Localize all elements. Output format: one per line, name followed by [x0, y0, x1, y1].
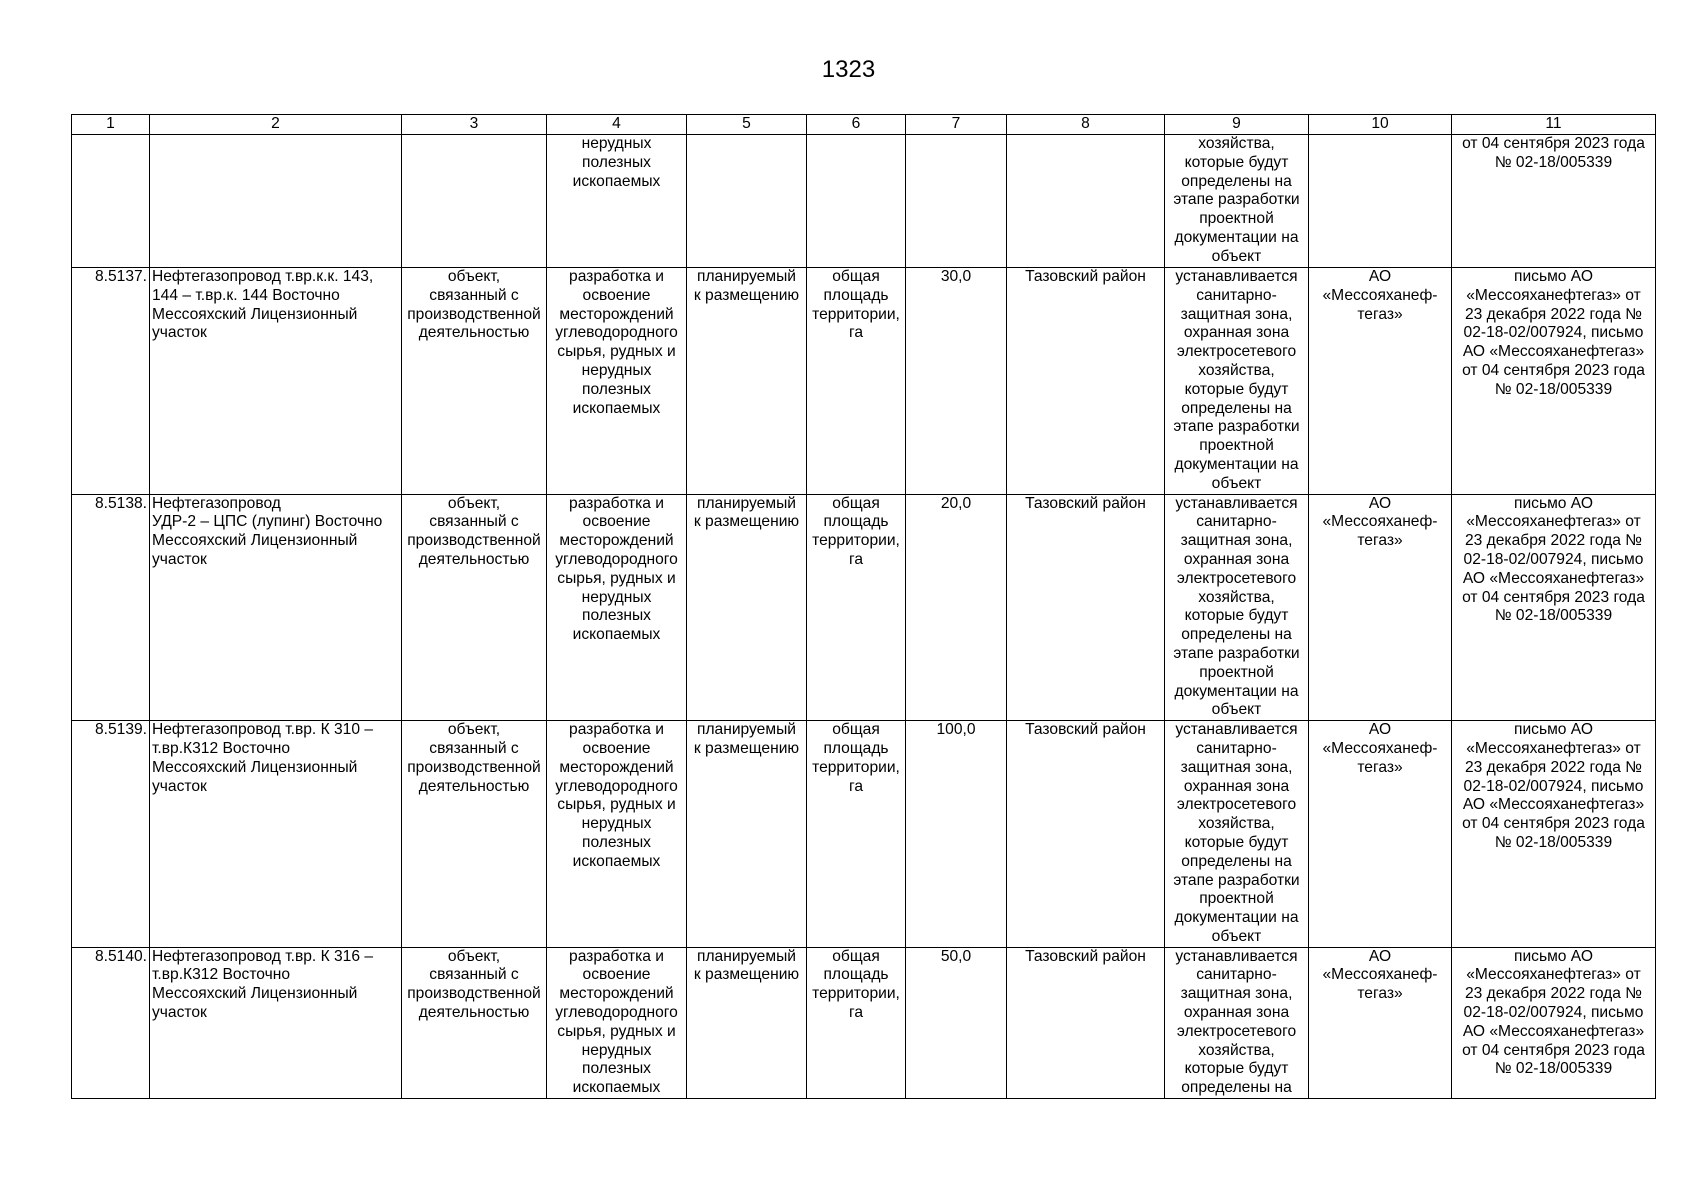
table-row [72, 268, 1656, 495]
basis-cell: письмо АО «Мессояханефтегаз» от 23 декабря 2022 года № 02-18-02/007924, письмо АО «Мессояханефтегаз» от 04 сентября 2023 года № 02-18/005339 [1452, 268, 1656, 495]
location-cell: Тазовский район [1007, 268, 1165, 495]
column-header: 10 [1309, 115, 1452, 135]
purpose-cell: разработка и освоение месторождений углеводородного сырья, рудных и нерудных полезных ископаемых [547, 947, 687, 1098]
table-row [72, 947, 1656, 1098]
zone-cell: устанавливается санитарно- защитная зона, охранная зона электросетевого хозяйства, которые будут определены на этапе разработки проектной документации на объект [1165, 494, 1309, 721]
purpose-cell: разработка и освоение месторождений углеводородного сырья, рудных и нерудных полезных ископаемых [547, 721, 687, 948]
value-cell: 20,0 [906, 494, 1007, 721]
row-number-cell: 8.5137. [72, 268, 150, 495]
column-header: 2 [150, 115, 402, 135]
column-header: 5 [687, 115, 807, 135]
continuation-row [72, 135, 1656, 268]
object-type-cell: объект, связанный с производственной деятельностью [402, 268, 547, 495]
row-number-cell: 8.5139. [72, 721, 150, 948]
value-cell: 100,0 [906, 721, 1007, 948]
owner-cell: АО «Мессояханеф- тегаз» [1309, 721, 1452, 948]
basis-cell: от 04 сентября 2023 года № 02-18/005339 [1452, 135, 1656, 268]
column-header: 9 [1165, 115, 1309, 135]
zone-cell: хозяйства, которые будут определены на этапе разработки проектной документации на объект [1165, 135, 1309, 268]
basis-cell: письмо АО «Мессояханефтегаз» от 23 декабря 2022 года № 02-18-02/007924, письмо АО «Мессояханефтегаз» от 04 сентября 2023 года № 02-18/005339 [1452, 947, 1656, 1098]
basis-cell: письмо АО «Мессояханефтегаз» от 23 декабря 2022 года № 02-18-02/007924, письмо АО «Мессояханефтегаз» от 04 сентября 2023 года № 02-18/005339 [1452, 494, 1656, 721]
object-type-cell: объект, связанный с производственной деятельностью [402, 947, 547, 1098]
page-number: 1323 [821, 56, 876, 83]
owner-cell: АО «Мессояханеф- тегаз» [1309, 268, 1452, 495]
object-name-cell: Нефтегазопровод т.вр.к.к. 143, 144 – т.вр.к. 144 Восточно Мессояхский Лицензионный участок [150, 268, 402, 495]
location-cell: Тазовский район [1007, 721, 1165, 948]
objects-table [71, 114, 1656, 1099]
column-header: 7 [906, 115, 1007, 135]
column-header: 8 [1007, 115, 1165, 135]
value-cell: 30,0 [906, 268, 1007, 495]
column-header: 11 [1452, 115, 1656, 135]
location-cell: Тазовский район [1007, 494, 1165, 721]
owner-cell: АО «Мессояханеф- тегаз» [1309, 494, 1452, 721]
purpose-cell: разработка и освоение месторождений углеводородного сырья, рудных и нерудных полезных ископаемых [547, 268, 687, 495]
parameter-cell: общая площадь территории, га [807, 721, 906, 948]
table-row [72, 494, 1656, 721]
zone-cell: устанавливается санитарно- защитная зона, охранная зона электросетевого хозяйства, которые будут определены на [1165, 947, 1309, 1098]
value-cell: 50,0 [906, 947, 1007, 1098]
object-type-cell: объект, связанный с производственной деятельностью [402, 494, 547, 721]
basis-cell: письмо АО «Мессояханефтегаз» от 23 декабря 2022 года № 02-18-02/007924, письмо АО «Мессояханефтегаз» от 04 сентября 2023 года № 02-18/005339 [1452, 721, 1656, 948]
purpose-cell: нерудных полезных ископаемых [547, 135, 687, 268]
column-header: 4 [547, 115, 687, 135]
row-number-cell: 8.5138. [72, 494, 150, 721]
row-number-cell: 8.5140. [72, 947, 150, 1098]
column-number-row [72, 115, 1656, 135]
zone-cell: устанавливается санитарно- защитная зона, охранная зона электросетевого хозяйства, которые будут определены на этапе разработки проектной документации на объект [1165, 721, 1309, 948]
object-type-cell: объект, связанный с производственной деятельностью [402, 721, 547, 948]
column-header: 3 [402, 115, 547, 135]
zone-cell: устанавливается санитарно- защитная зона, охранная зона электросетевого хозяйства, которые будут определены на этапе разработки проектной документации на объект [1165, 268, 1309, 495]
purpose-cell: разработка и освоение месторождений углеводородного сырья, рудных и нерудных полезных ископаемых [547, 494, 687, 721]
status-cell: планируемый к размещению [687, 268, 807, 495]
parameter-cell: общая площадь территории, га [807, 268, 906, 495]
status-cell: планируемый к размещению [687, 721, 807, 948]
status-cell: планируемый к размещению [687, 494, 807, 721]
status-cell: планируемый к размещению [687, 947, 807, 1098]
parameter-cell: общая площадь территории, га [807, 494, 906, 721]
table-row [72, 721, 1656, 948]
owner-cell: АО «Мессояханеф- тегаз» [1309, 947, 1452, 1098]
parameter-cell: общая площадь территории, га [807, 947, 906, 1098]
object-name-cell: Нефтегазопровод т.вр. К 316 – т.вр.К312 Восточно Мессояхский Лицензионный участок [150, 947, 402, 1098]
column-header: 6 [807, 115, 906, 135]
object-name-cell: Нефтегазопровод УДР-2 – ЦПС (лупинг) Восточно Мессояхский Лицензионный участок [150, 494, 402, 721]
object-name-cell: Нефтегазопровод т.вр. К 310 – т.вр.К312 Восточно Мессояхский Лицензионный участок [150, 721, 402, 948]
location-cell: Тазовский район [1007, 947, 1165, 1098]
column-header: 1 [72, 115, 150, 135]
